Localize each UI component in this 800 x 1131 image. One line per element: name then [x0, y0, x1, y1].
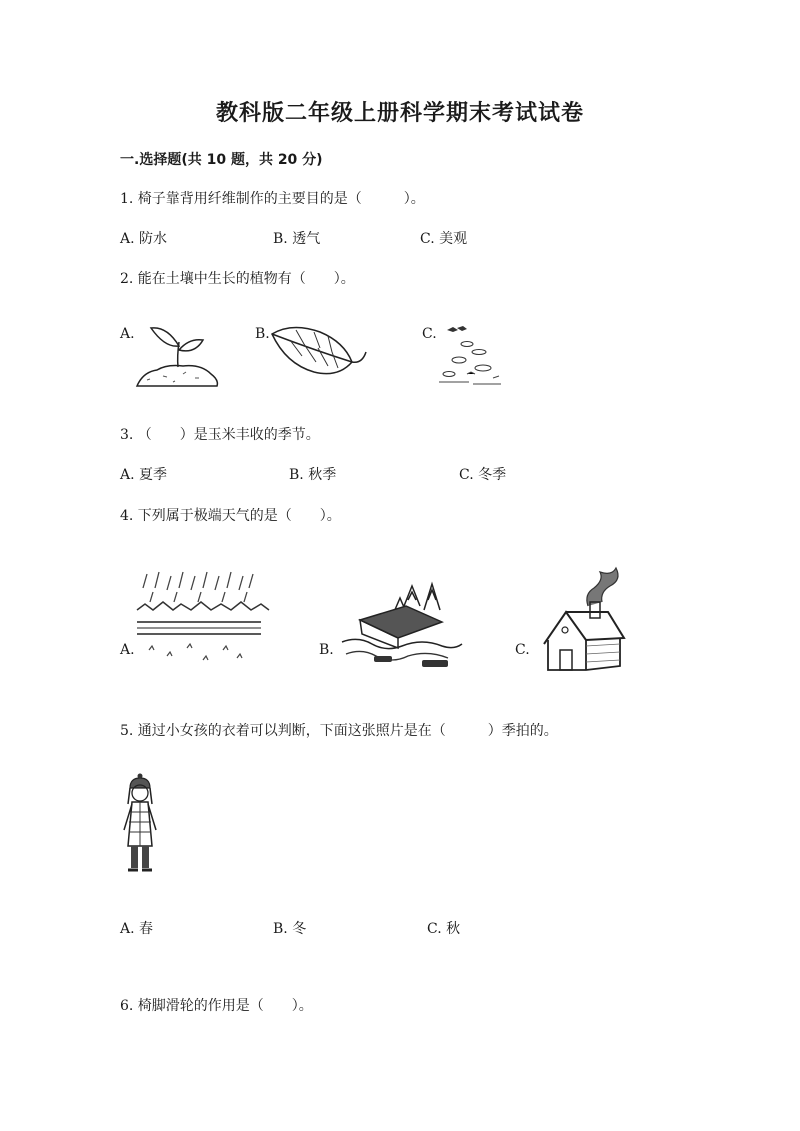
q5-option-c[interactable]: C. 秋: [427, 921, 461, 937]
floating-duckweed-icon: [433, 322, 509, 388]
question-6: 6. 椅脚滑轮的作用是（ ）。: [120, 998, 313, 1014]
q3-option-b[interactable]: B. 秋季: [289, 467, 337, 483]
q1-option-b[interactable]: B. 透气: [273, 231, 321, 247]
q2-option-b[interactable]: B.: [255, 326, 270, 342]
girl-in-winter-coat-icon: [120, 774, 160, 876]
q2-option-a[interactable]: A.: [120, 326, 135, 342]
question-2: 2. 能在土壤中生长的植物有（ ）。: [120, 271, 355, 287]
question-3: 3. （ ）是玉米丰收的季节。: [120, 427, 320, 443]
question-4: 4. 下列属于极端天气的是（ ）。: [120, 508, 341, 524]
q3-option-c[interactable]: C. 冬季: [459, 467, 507, 483]
q4-option-a[interactable]: A.: [120, 642, 135, 658]
fallen-leaf-icon: [268, 322, 372, 384]
heavy-rain-icon: [137, 570, 261, 670]
q3-option-a[interactable]: A. 夏季: [120, 467, 168, 483]
sprout-in-soil-icon: [133, 320, 223, 392]
section-heading: 一.选择题(共 10 题，共 20 分): [120, 152, 323, 168]
q1-option-a[interactable]: A. 防水: [120, 231, 168, 247]
q2-option-c[interactable]: C.: [422, 326, 437, 342]
q4-option-c[interactable]: C.: [515, 642, 530, 658]
flood-house-icon: [338, 572, 464, 674]
question-5: 5. 通过小女孩的衣着可以判断，下面这张照片是在（ ）季拍的。: [120, 723, 558, 739]
q5-option-b[interactable]: B. 冬: [273, 921, 307, 937]
q1-option-c[interactable]: C. 美观: [420, 231, 468, 247]
chimney-house-icon: [540, 566, 626, 672]
exam-title: 教科版二年级上册科学期末考试试卷: [215, 101, 584, 126]
q5-option-a[interactable]: A. 春: [120, 921, 154, 937]
question-1: 1. 椅子靠背用纤维制作的主要目的是（ ）。: [120, 191, 425, 207]
q4-option-b[interactable]: B.: [319, 642, 334, 658]
